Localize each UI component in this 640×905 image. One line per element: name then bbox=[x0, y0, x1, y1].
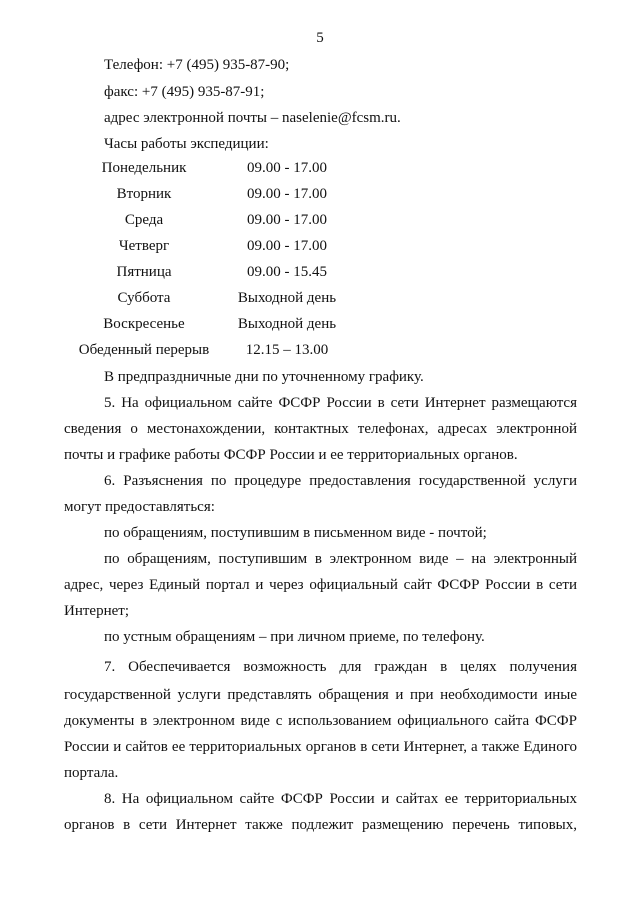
schedule-time: 09.00 - 15.45 bbox=[247, 264, 327, 280]
schedule-day: Обеденный перерыв bbox=[78, 342, 210, 358]
hours-title: Часы работы экспедиции: bbox=[104, 136, 269, 152]
paragraph-8-line: органов в сети Интернет также подлежит размещению перечень типовых, bbox=[64, 817, 577, 833]
paragraph-6-item-c: по устным обращениям – при личном приеме, по телефону. bbox=[104, 629, 485, 645]
paragraph-6-line: 6. Разъяснения по процедуре предоставления государственной услуги bbox=[104, 473, 577, 489]
phone-line: Телефон: +7 (495) 935-87-90; bbox=[104, 57, 290, 73]
paragraph-7-line: России и сайтов ее территориальных органов в сети Интернет, а также Единого bbox=[64, 739, 577, 755]
schedule-time: 12.15 – 13.00 bbox=[245, 342, 329, 358]
paragraph-7-line: документы в электронном виде с использованием официального сайта ФСФР bbox=[64, 713, 577, 729]
holiday-note: В предпраздничные дни по уточненному графику. bbox=[104, 369, 424, 385]
paragraph-5-line: сведения о местонахождении, контактных телефонах, адресах электронной bbox=[64, 421, 577, 437]
schedule-day: Среда bbox=[124, 212, 164, 228]
schedule-day: Воскресенье bbox=[103, 316, 185, 332]
schedule-day: Понедельник bbox=[101, 160, 187, 176]
schedule-time: 09.00 - 17.00 bbox=[247, 212, 327, 228]
email-line: адрес электронной почты – naselenie@fcsm.ru. bbox=[104, 110, 401, 126]
paragraph-7-line: портала. bbox=[64, 765, 119, 781]
schedule-time: 09.00 - 17.00 bbox=[247, 186, 327, 202]
schedule-day: Суббота bbox=[117, 290, 171, 306]
paragraph-6-line: могут предоставляться: bbox=[64, 499, 215, 515]
schedule-time: Выходной день bbox=[237, 290, 337, 306]
fax-line: факс: +7 (495) 935-87-91; bbox=[104, 84, 265, 100]
paragraph-5-line: 5. На официальном сайте ФСФР России в сети Интернет размещаются bbox=[104, 395, 577, 411]
paragraph-8-line: 8. На официальном сайте ФСФР России и сайтах ее территориальных bbox=[104, 791, 577, 807]
paragraph-6-item-b-line: по обращениям, поступившим в электронном виде – на электронный bbox=[104, 551, 577, 567]
paragraph-6-item-b-line: Интернет; bbox=[64, 603, 129, 619]
schedule-day: Вторник bbox=[116, 186, 172, 202]
schedule-day: Четверг bbox=[118, 238, 170, 254]
schedule-day: Пятница bbox=[116, 264, 172, 280]
schedule-time: 09.00 - 17.00 bbox=[247, 160, 327, 176]
schedule-time: 09.00 - 17.00 bbox=[247, 238, 327, 254]
paragraph-6-item-a: по обращениям, поступившим в письменном виде - почтой; bbox=[104, 525, 487, 541]
page-number: 5 bbox=[316, 30, 324, 46]
paragraph-7-line: 7. Обеспечивается возможность для граждан в целях получения bbox=[104, 659, 577, 675]
schedule-time: Выходной день bbox=[237, 316, 337, 332]
paragraph-7-line: государственной услуги представлять обращения и при необходимости иные bbox=[64, 687, 577, 703]
paragraph-5-line: почты и графике работы ФСФР России и ее территориальных органов. bbox=[64, 447, 518, 463]
paragraph-6-item-b-line: адрес, через Единый портал и через официальный сайт ФСФР России в сети bbox=[64, 577, 577, 593]
